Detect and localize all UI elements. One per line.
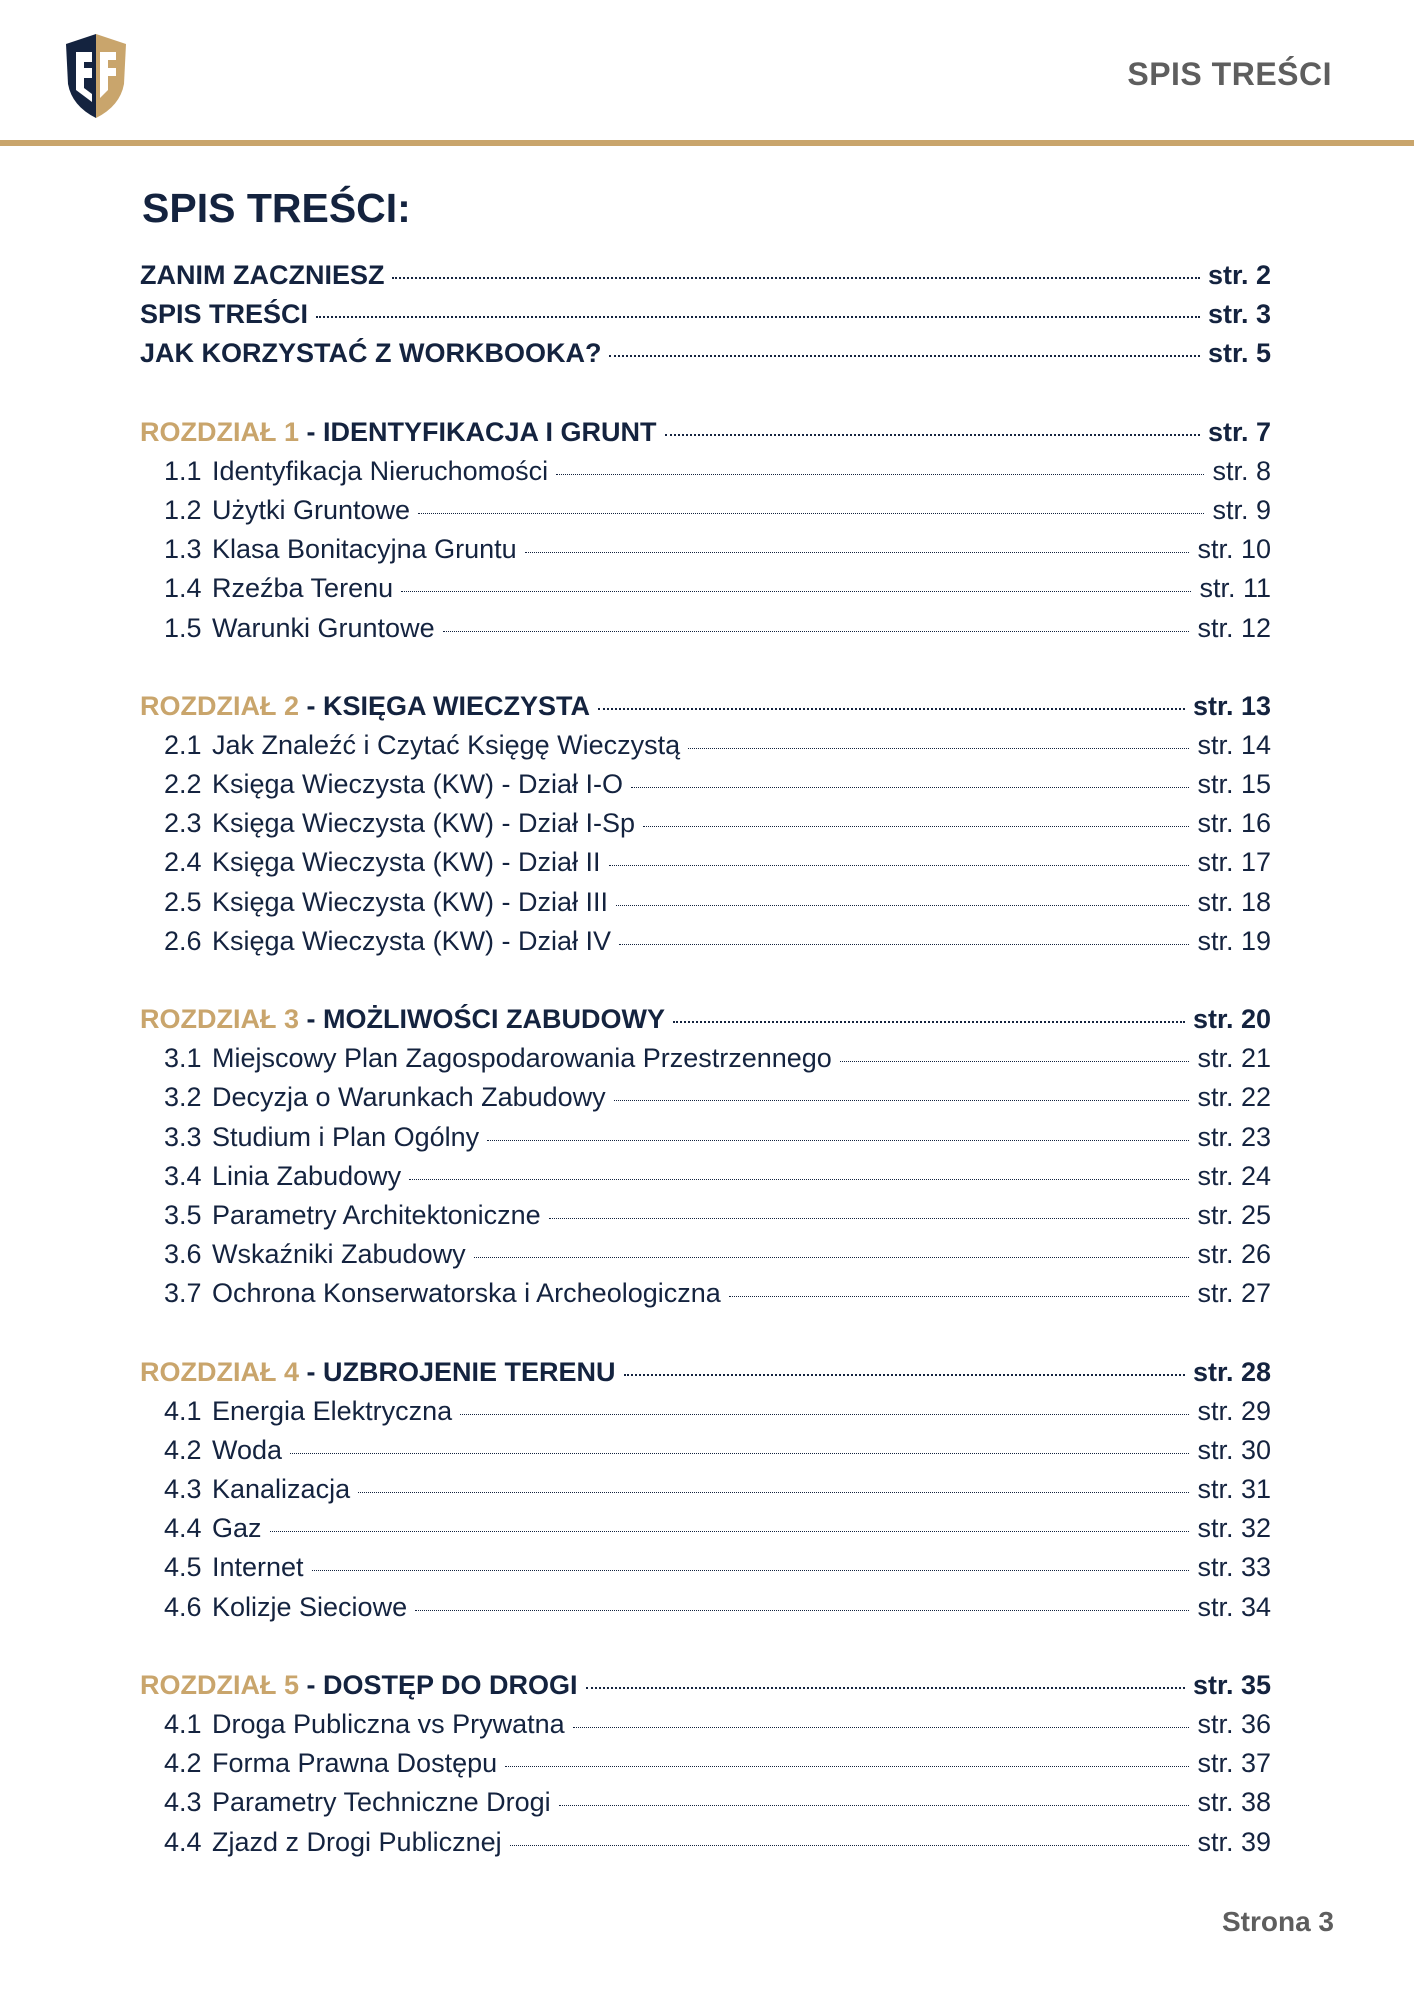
subsection-number: 2.3 xyxy=(164,808,202,839)
subsection-number: 1.2 xyxy=(164,494,202,525)
subsection-label: Forma Prawna Dostępu xyxy=(212,1748,498,1779)
subsection-label: Droga Publiczna vs Prywatna xyxy=(212,1709,565,1739)
toc-entry-label: JAK KORZYSTAĆ Z WORKBOOKA? xyxy=(140,338,602,369)
subsection-entry[interactable] xyxy=(140,1705,1271,1744)
subsection-number: 4.4 xyxy=(164,1826,202,1857)
dot-leader xyxy=(290,1449,1189,1454)
subsection-entry[interactable] xyxy=(140,843,1271,882)
subsection-label: Zjazd z Drogi Publicznej xyxy=(212,1826,502,1857)
chapter-label xyxy=(140,1000,665,1039)
subsection-page: str. 11 xyxy=(1199,573,1271,604)
dot-leader xyxy=(614,1096,1190,1101)
subsection-entry[interactable] xyxy=(140,569,1271,608)
subsection-entry[interactable] xyxy=(140,1157,1271,1196)
dot-leader xyxy=(609,351,1199,357)
subsection-number: 4.4 xyxy=(164,1513,202,1544)
section-spacer xyxy=(140,1627,1271,1666)
subsection-number: 2.6 xyxy=(164,925,202,956)
subsection-label: Księga Wieczysta (KW) - Dział I-Sp xyxy=(212,808,636,839)
subsection-page: str. 24 xyxy=(1197,1160,1271,1191)
chapter-title: - UZBROJENIE TERENU xyxy=(299,1356,616,1387)
table-of-contents xyxy=(140,185,1271,1862)
toc-entry-label: SPIS TREŚCI xyxy=(140,299,309,330)
subsection-label: Woda xyxy=(212,1434,283,1465)
subsection-entry[interactable] xyxy=(140,1548,1271,1587)
subsection-entry[interactable] xyxy=(140,1783,1271,1822)
subsection-entry[interactable] xyxy=(140,1196,1271,1235)
subsection-label: Linia Zabudowy xyxy=(212,1160,402,1191)
chapter-label xyxy=(140,1666,578,1705)
chapter-page: str. 28 xyxy=(1192,1356,1271,1387)
subsection-label: Ochrona Konserwatorska i Archeologiczna xyxy=(212,1278,721,1309)
chapter-prefix: ROZDZIAŁ 3 xyxy=(140,1004,299,1034)
subsection-number: 1.3 xyxy=(164,534,202,565)
dot-leader xyxy=(474,1253,1190,1258)
dot-leader xyxy=(510,1841,1190,1846)
subsection-number: 2.2 xyxy=(164,769,202,800)
dot-leader xyxy=(573,1723,1190,1728)
subsection-number: 3.7 xyxy=(164,1278,202,1309)
dot-leader xyxy=(665,430,1200,436)
dot-leader xyxy=(840,1057,1190,1062)
dot-leader xyxy=(460,1410,1189,1415)
subsection-entry[interactable] xyxy=(140,1039,1271,1078)
subsection-page: str. 29 xyxy=(1197,1395,1271,1426)
subsection-entry[interactable] xyxy=(140,1274,1271,1313)
subsection-entry[interactable] xyxy=(140,530,1271,569)
toc-title: SPIS TREŚCI: xyxy=(142,185,411,231)
subsection-label: Energia Elektryczna xyxy=(212,1395,453,1426)
subsection-number: 4.6 xyxy=(164,1591,202,1622)
dot-leader xyxy=(616,901,1189,906)
subsection-page: str. 37 xyxy=(1197,1748,1271,1779)
subsection-label: Księga Wieczysta (KW) - Dział IV xyxy=(212,925,612,956)
subsection-label: Księga Wieczysta (KW) - Dział II xyxy=(212,847,601,878)
subsection-label: Parametry Techniczne Drogi xyxy=(212,1787,551,1818)
chapter-prefix: ROZDZIAŁ 2 xyxy=(140,690,299,721)
section-spacer xyxy=(140,1314,1271,1353)
dot-leader xyxy=(549,1214,1190,1219)
dot-leader xyxy=(631,783,1189,788)
subsection-label: Klasa Bonitacyjna Gruntu xyxy=(212,534,517,565)
subsection-number: 3.4 xyxy=(164,1160,202,1191)
chapter-label xyxy=(140,687,590,726)
subsection-page: str. 17 xyxy=(1197,847,1271,878)
dot-leader xyxy=(415,1606,1189,1611)
subsection-entry[interactable] xyxy=(140,1823,1271,1862)
subsection-page: str. 12 xyxy=(1197,612,1271,643)
subsection-entry[interactable] xyxy=(140,726,1271,765)
subsection-number: 2.4 xyxy=(164,847,202,878)
dot-leader xyxy=(505,1762,1189,1767)
subsection-entry[interactable] xyxy=(140,883,1271,922)
subsection-label: Parametry Architektoniczne xyxy=(212,1199,541,1230)
subsection-entry[interactable] xyxy=(140,1744,1271,1783)
subsection-entry[interactable] xyxy=(140,1392,1271,1431)
section-spacer xyxy=(140,961,1271,1000)
chapter-heading[interactable] xyxy=(140,1353,1271,1392)
subsection-label: Wskaźniki Zabudowy xyxy=(212,1239,466,1270)
subsection-number: 1.1 xyxy=(164,455,202,486)
subsection-entry[interactable] xyxy=(140,1470,1271,1509)
subsection-number: 3.1 xyxy=(164,1043,202,1074)
toc-entry[interactable] xyxy=(140,256,1271,295)
subsection-label: Miejscowy Plan Zagospodarowania Przestrzennego xyxy=(212,1043,832,1074)
header-divider xyxy=(0,140,1414,146)
toc-entries xyxy=(140,256,1271,1862)
subsection-label: Księga Wieczysta (KW) - Dział III xyxy=(212,886,609,917)
subsection-label: Użytki Gruntowe xyxy=(212,494,411,525)
subsection-number: 4.5 xyxy=(164,1552,202,1583)
subsection-page: str. 23 xyxy=(1197,1121,1271,1152)
subsection-label: Internet xyxy=(212,1552,304,1583)
chapter-prefix: ROZDZIAŁ 1 xyxy=(140,416,299,447)
dot-leader xyxy=(358,1488,1189,1493)
subsection-page: str. 21 xyxy=(1197,1043,1271,1074)
chapter-title: - MOŻLIWOŚCI ZABUDOWY xyxy=(299,1004,665,1034)
chapter-title: - IDENTYFIKACJA I GRUNT xyxy=(299,416,657,447)
dot-leader xyxy=(559,1801,1190,1806)
chapter-heading[interactable] xyxy=(140,1666,1271,1705)
subsection-entry[interactable] xyxy=(140,491,1271,530)
subsection-number: 4.3 xyxy=(164,1787,202,1818)
subsection-label: Jak Znaleźć i Czytać Księgę Wieczystą xyxy=(212,729,681,760)
chapter-prefix: ROZDZIAŁ 5 xyxy=(140,1669,299,1700)
toc-entry-page: str. 2 xyxy=(1207,260,1271,290)
subsection-page: str. 15 xyxy=(1197,769,1271,800)
dot-leader xyxy=(312,1566,1190,1571)
chapter-heading[interactable] xyxy=(140,687,1271,726)
chapter-label xyxy=(140,413,657,452)
chapter-label xyxy=(140,1353,616,1392)
chapter-page: str. 20 xyxy=(1192,1004,1271,1034)
header-title: SPIS TREŚCI xyxy=(1127,56,1332,92)
dot-leader xyxy=(586,1683,1185,1689)
dot-leader xyxy=(609,861,1190,866)
subsection-number: 4.1 xyxy=(164,1395,202,1426)
dot-leader xyxy=(688,744,1189,749)
dot-leader xyxy=(643,822,1189,827)
chapter-prefix: ROZDZIAŁ 4 xyxy=(140,1356,299,1387)
subsection-page: str. 16 xyxy=(1197,808,1271,839)
subsection-page: str. 25 xyxy=(1197,1199,1271,1230)
dot-leader xyxy=(392,273,1199,279)
subsection-page: str. 38 xyxy=(1197,1787,1271,1818)
dot-leader xyxy=(729,1292,1190,1297)
subsection-number: 3.6 xyxy=(164,1239,202,1270)
dot-leader xyxy=(270,1527,1190,1532)
chapter-heading[interactable] xyxy=(140,413,1271,452)
subsection-number: 4.1 xyxy=(164,1709,202,1739)
subsection-entry[interactable] xyxy=(140,1431,1271,1470)
subsection-page: str. 34 xyxy=(1197,1591,1271,1622)
chapter-heading[interactable] xyxy=(140,1000,1271,1039)
subsection-label: Księga Wieczysta (KW) - Dział I-O xyxy=(212,769,624,800)
toc-entry-label: ZANIM ZACZNIESZ xyxy=(140,260,385,290)
chapter-page: str. 13 xyxy=(1192,690,1271,721)
toc-entry[interactable] xyxy=(140,334,1271,373)
subsection-page: str. 32 xyxy=(1197,1513,1271,1544)
subsection-page: str. 10 xyxy=(1197,534,1271,565)
dot-leader xyxy=(443,627,1190,632)
dot-leader xyxy=(418,509,1204,514)
subsection-entry[interactable] xyxy=(140,1078,1271,1117)
chapter-title: - KSIĘGA WIECZYSTA xyxy=(299,690,591,721)
subsection-page: str. 9 xyxy=(1212,494,1271,525)
subsection-label: Studium i Plan Ogólny xyxy=(212,1121,480,1152)
subsection-number: 3.3 xyxy=(164,1121,202,1152)
subsection-label: Kanalizacja xyxy=(212,1474,351,1505)
subsection-entry[interactable] xyxy=(140,922,1271,961)
subsection-label: Kolizje Sieciowe xyxy=(212,1591,408,1622)
subsection-label: Decyzja o Warunkach Zabudowy xyxy=(212,1082,606,1113)
dot-leader xyxy=(401,587,1191,592)
subsection-entry[interactable] xyxy=(140,1588,1271,1627)
subsection-number: 4.2 xyxy=(164,1434,202,1465)
dot-leader xyxy=(619,940,1189,945)
dot-leader xyxy=(673,1017,1185,1023)
page-number: Strona 3 xyxy=(1221,1906,1334,1937)
section-spacer xyxy=(140,648,1271,687)
dot-leader xyxy=(556,470,1204,475)
subsection-entry[interactable] xyxy=(140,804,1271,843)
subsection-entry[interactable] xyxy=(140,1509,1271,1548)
toc-entry-page: str. 5 xyxy=(1207,338,1271,369)
dot-leader xyxy=(487,1136,1189,1141)
dot-leader xyxy=(316,312,1200,318)
subsection-page: str. 36 xyxy=(1197,1709,1271,1739)
subsection-page: str. 8 xyxy=(1212,455,1271,486)
subsection-label: Gaz xyxy=(212,1513,262,1544)
subsection-number: 4.3 xyxy=(164,1474,202,1505)
subsection-number: 1.5 xyxy=(164,612,202,643)
toc-entry-page: str. 3 xyxy=(1207,299,1271,330)
chapter-title: - DOSTĘP DO DROGI xyxy=(299,1669,578,1700)
dot-leader xyxy=(409,1175,1189,1180)
subsection-number: 4.2 xyxy=(164,1748,202,1779)
subsection-page: str. 26 xyxy=(1197,1239,1271,1270)
subsection-page: str. 39 xyxy=(1197,1826,1271,1857)
toc-entry[interactable] xyxy=(140,295,1271,334)
chapter-page: str. 7 xyxy=(1207,416,1271,447)
subsection-entry[interactable] xyxy=(140,609,1271,648)
subsection-number: 2.1 xyxy=(164,729,202,760)
section-spacer xyxy=(140,374,1271,413)
subsection-page: str. 18 xyxy=(1197,886,1271,917)
subsection-label: Identyfikacja Nieruchomości xyxy=(212,455,549,486)
dot-leader xyxy=(624,1370,1185,1376)
subsection-entry[interactable] xyxy=(140,765,1271,804)
subsection-page: str. 27 xyxy=(1197,1278,1271,1309)
subsection-number: 3.2 xyxy=(164,1082,202,1113)
subsection-page: str. 33 xyxy=(1197,1552,1271,1583)
dot-leader xyxy=(598,704,1185,710)
shield-logo-icon xyxy=(62,32,130,120)
subsection-page: str. 14 xyxy=(1197,729,1271,760)
subsection-label: Warunki Gruntowe xyxy=(212,612,435,643)
subsection-entry[interactable] xyxy=(140,452,1271,491)
subsection-page: str. 31 xyxy=(1197,1474,1271,1505)
subsection-page: str. 22 xyxy=(1197,1082,1271,1113)
subsection-entry[interactable] xyxy=(140,1235,1271,1274)
subsection-number: 2.5 xyxy=(164,886,202,917)
chapter-page: str. 35 xyxy=(1192,1669,1271,1700)
subsection-page: str. 30 xyxy=(1197,1434,1271,1465)
subsection-entry[interactable] xyxy=(140,1118,1271,1157)
subsection-number: 1.4 xyxy=(164,573,202,604)
subsection-page: str. 19 xyxy=(1197,925,1271,956)
subsection-number: 3.5 xyxy=(164,1199,202,1230)
subsection-label: Rzeźba Terenu xyxy=(212,573,394,604)
dot-leader xyxy=(525,548,1190,553)
